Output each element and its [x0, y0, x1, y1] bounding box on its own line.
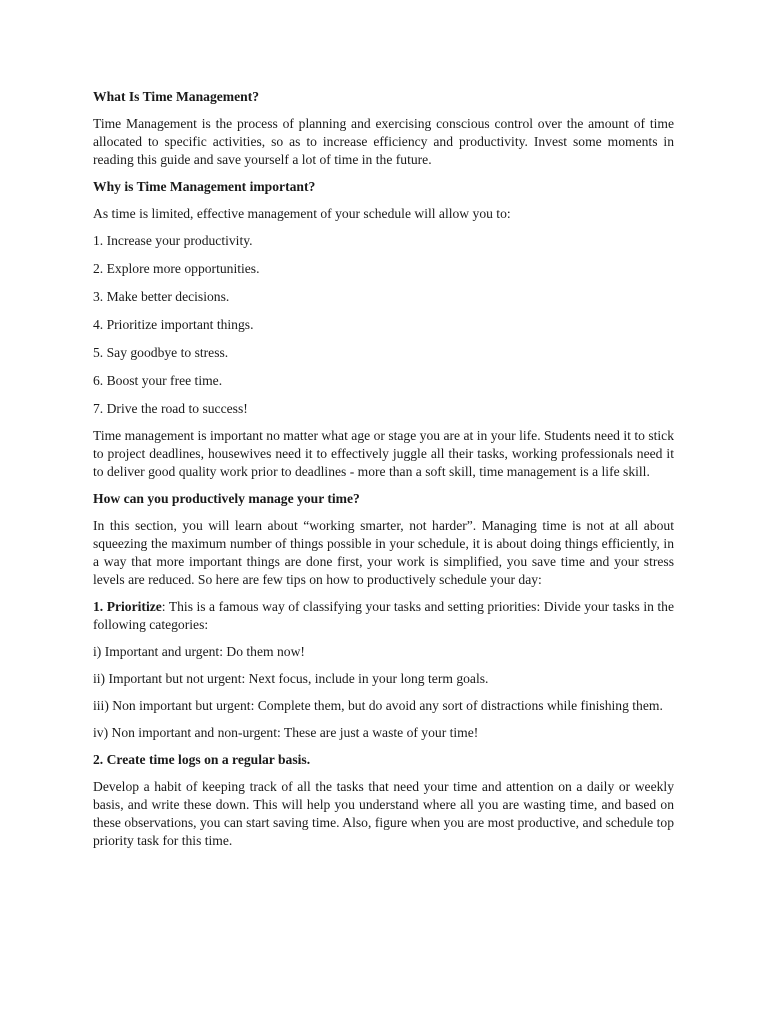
category-item: iv) Non important and non-urgent: These are just a waste of your time!: [93, 725, 479, 740]
benefit-item: 3. Make better decisions.: [93, 289, 230, 304]
benefit-item: 7. Drive the road to success!: [93, 401, 248, 416]
heading-how-to-manage: How can you productively manage your time?: [93, 491, 360, 506]
heading-why-important: Why is Time Management important?: [93, 179, 316, 194]
tip-prioritize-title: 1. Prioritize: [93, 599, 162, 614]
benefit-item: 2. Explore more opportunities.: [93, 261, 260, 276]
benefits-list: [93, 232, 674, 418]
benefit-item: 4. Prioritize important things.: [93, 317, 254, 332]
heading-time-logs: 2. Create time logs on a regular basis.: [93, 752, 311, 767]
tip-prioritize-text: : This is a famous way of classifying your tasks and setting priorities: Divide your tasks in the following categories:: [93, 599, 675, 632]
paragraph-time-logs: Develop a habit of keeping track of all the tasks that need your time and attention on a daily or weekly basis, and write these down. This will help you understand where all you are wasting time, and based on these observations, you can start saving time. Also, figure when you are most productive, and schedule top priority task for this time.: [93, 779, 674, 848]
category-item: ii) Important but not urgent: Next focus, include in your long term goals.: [93, 671, 489, 686]
benefit-item: 6. Boost your free time.: [93, 373, 223, 388]
paragraph-working-smarter: In this section, you will learn about “working smarter, not harder”. Managing time is not at all about squeezing the maximum number of things possible in your schedule, it is about doing things efficiently, in a way that more important things are done first, your work is simplified, you save time and your stress levels are reduced. So here are few tips on how to productively schedule your day:: [93, 518, 674, 587]
benefit-item: 5. Say goodbye to stress.: [93, 345, 229, 360]
paragraph-definition: Time Management is the process of planning and exercising conscious control over the amount of time allocated to specific activities, so as to increase efficiency and productivity. Invest some moments in reading this guide and save yourself a lot of time in the future.: [93, 116, 674, 167]
tip-prioritize: [93, 598, 674, 634]
categories-list: [93, 643, 674, 742]
paragraph-life-skill: Time management is important no matter what age or stage you are at in your life. Students need it to stick to project deadlines, housewives need it to effectively juggle all their tasks, working professionals need it to deliver good quality work prior to deadlines - more than a soft skill, time management is a life skill.: [93, 428, 674, 479]
category-item: i) Important and urgent: Do them now!: [93, 644, 305, 659]
category-item: iii) Non important but urgent: Complete them, but do avoid any sort of distractions while finishing them.: [93, 698, 663, 713]
paragraph-intro-benefits: As time is limited, effective management of your schedule will allow you to:: [93, 206, 511, 221]
heading-what-is-time-management: What Is Time Management?: [93, 89, 260, 104]
benefit-item: 1. Increase your productivity.: [93, 233, 253, 248]
